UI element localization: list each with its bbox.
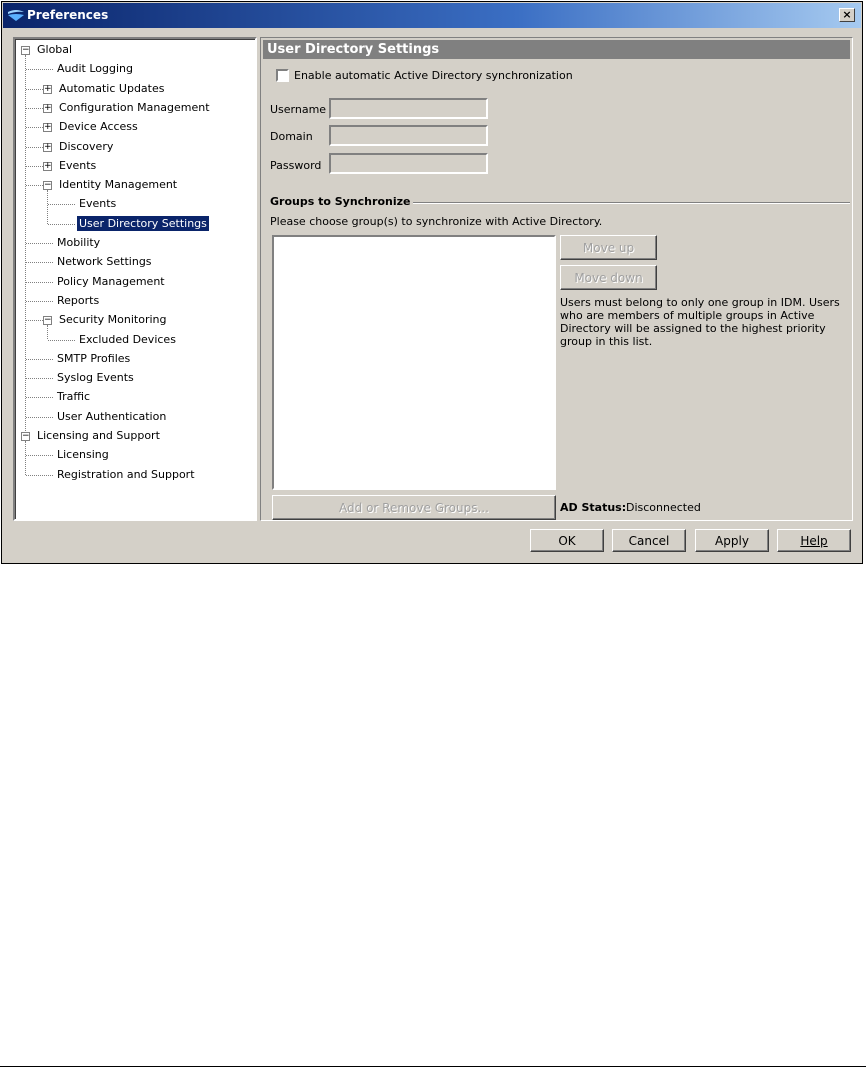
tree-connector bbox=[26, 359, 53, 360]
tree-item-label: Registration and Support bbox=[57, 467, 195, 481]
tree-item-label: Network Settings bbox=[57, 255, 152, 269]
expand-icon[interactable]: + bbox=[44, 122, 52, 133]
tree-item[interactable] bbox=[57, 176, 179, 194]
groups-section-title: Groups to Synchronize bbox=[270, 195, 411, 208]
tree-item[interactable] bbox=[55, 446, 111, 464]
password-label: Password bbox=[270, 159, 322, 172]
tree-item-label: Configuration Management bbox=[59, 100, 210, 114]
tree-item[interactable] bbox=[55, 388, 92, 406]
groups-divider bbox=[413, 202, 850, 204]
collapse-icon[interactable]: − bbox=[22, 431, 30, 441]
groups-info-text: Users must belong to only one group in IDM. Users who are members of multiple groups in Active Directory will be assigned to the highest priority group in this list. bbox=[560, 296, 840, 348]
tree-connector bbox=[26, 397, 53, 398]
tree-connector bbox=[26, 185, 43, 186]
settings-panel bbox=[260, 37, 853, 521]
tree-connector bbox=[48, 340, 75, 341]
tree-item-label: Licensing bbox=[57, 448, 109, 462]
move-up-button[interactable]: Move up bbox=[560, 235, 657, 260]
tree-item[interactable] bbox=[55, 273, 167, 291]
tree-item[interactable] bbox=[55, 234, 102, 252]
tree-item[interactable] bbox=[35, 427, 162, 445]
domain-field[interactable] bbox=[329, 125, 488, 146]
username-field[interactable] bbox=[329, 98, 488, 119]
tree-connector bbox=[26, 243, 53, 244]
tree-item-label: Audit Logging bbox=[57, 62, 133, 76]
tree-item[interactable] bbox=[55, 466, 197, 484]
tree-item[interactable] bbox=[57, 311, 169, 329]
expand-icon[interactable]: + bbox=[44, 141, 52, 152]
tree-item-label: User Directory Settings bbox=[79, 216, 207, 230]
help-button[interactable]: Help bbox=[777, 529, 851, 552]
tree-item-label: Device Access bbox=[59, 120, 138, 134]
cancel-button[interactable]: Cancel bbox=[612, 529, 686, 552]
close-button[interactable]: × bbox=[839, 8, 855, 22]
tree-connector bbox=[26, 147, 43, 148]
app-logo-icon bbox=[7, 8, 25, 22]
tree-item[interactable] bbox=[57, 118, 140, 136]
preferences-tree bbox=[13, 37, 257, 521]
tree-item-label: Automatic Updates bbox=[59, 81, 165, 95]
tree-item-label: Syslog Events bbox=[57, 371, 134, 385]
tree-item-label: Excluded Devices bbox=[79, 332, 176, 346]
tree-item[interactable] bbox=[57, 138, 115, 156]
tree-item[interactable] bbox=[57, 99, 212, 117]
tree-item[interactable] bbox=[55, 350, 132, 368]
tree-connector bbox=[25, 441, 26, 475]
tree-item-label: Reports bbox=[57, 293, 100, 307]
tree-item[interactable] bbox=[55, 369, 136, 387]
groups-list[interactable] bbox=[272, 235, 556, 490]
tree-connector bbox=[47, 190, 48, 224]
tree-item[interactable] bbox=[35, 41, 74, 59]
domain-label: Domain bbox=[270, 130, 313, 143]
tree-item-label: Security Monitoring bbox=[59, 313, 167, 327]
page-bottom-rule bbox=[0, 1066, 866, 1067]
tree-item[interactable] bbox=[55, 408, 168, 426]
collapse-icon[interactable]: − bbox=[22, 45, 30, 55]
tree-connector bbox=[26, 417, 53, 418]
tree-connector bbox=[47, 325, 48, 339]
tree-connector bbox=[26, 127, 43, 128]
tree-item[interactable] bbox=[57, 157, 98, 175]
tree-connector bbox=[26, 262, 53, 263]
enable-sync-label: Enable automatic Active Directory synchronization bbox=[294, 69, 573, 82]
expand-icon[interactable]: + bbox=[44, 102, 52, 113]
window-title: Preferences bbox=[27, 8, 109, 22]
collapse-icon[interactable]: − bbox=[44, 315, 52, 326]
tree-connector bbox=[26, 282, 53, 283]
tree-item-label: Global bbox=[37, 43, 73, 56]
move-down-button[interactable]: Move down bbox=[560, 265, 657, 290]
collapse-icon[interactable]: − bbox=[44, 180, 52, 191]
tree-connector bbox=[26, 166, 43, 167]
tree-item[interactable] bbox=[57, 80, 166, 98]
ad-status-label: AD Status: bbox=[560, 501, 627, 514]
tree-item-label: User Authentication bbox=[57, 409, 167, 423]
tree-item-label: Licensing and Support bbox=[37, 429, 160, 442]
tree-item-label: Identity Management bbox=[59, 178, 178, 192]
tree-connector bbox=[26, 89, 43, 90]
groups-instructions: Please choose group(s) to synchronize with Active Directory. bbox=[270, 215, 603, 228]
tree-connector bbox=[26, 378, 53, 379]
apply-button[interactable]: Apply bbox=[695, 529, 769, 552]
tree-item[interactable] bbox=[55, 60, 135, 78]
tree-item-label: Traffic bbox=[57, 390, 91, 404]
tree-connector bbox=[26, 320, 43, 321]
password-field[interactable] bbox=[329, 153, 488, 174]
tree-item-label: Events bbox=[59, 158, 97, 172]
tree-connector bbox=[25, 55, 26, 417]
enable-sync-checkbox[interactable] bbox=[276, 69, 289, 82]
tree-item-label: Discovery bbox=[59, 139, 114, 153]
preferences-window bbox=[1, 1, 863, 564]
tree-connector bbox=[48, 224, 75, 225]
tree-item-label: Policy Management bbox=[57, 274, 165, 288]
tree-connector bbox=[26, 108, 43, 109]
tree-item[interactable] bbox=[77, 195, 118, 213]
tree-connector bbox=[26, 69, 53, 70]
tree-item[interactable] bbox=[55, 292, 101, 310]
title-bar bbox=[3, 3, 861, 28]
tree-item-label: Mobility bbox=[57, 236, 101, 249]
ad-status-value: Disconnected bbox=[626, 501, 701, 514]
tree-item[interactable] bbox=[77, 215, 209, 233]
tree-item[interactable] bbox=[77, 331, 178, 349]
add-remove-groups-button[interactable]: Add or Remove Groups... bbox=[272, 495, 556, 520]
ok-button[interactable]: OK bbox=[530, 529, 604, 552]
tree-item-label: Events bbox=[79, 197, 117, 211]
tree-item-label: SMTP Profiles bbox=[57, 351, 131, 365]
expand-icon[interactable]: + bbox=[44, 83, 52, 94]
tree-item[interactable] bbox=[55, 253, 154, 271]
tree-connector bbox=[48, 204, 75, 205]
expand-icon[interactable]: + bbox=[44, 160, 52, 171]
username-label: Username bbox=[270, 103, 327, 116]
tree-connector bbox=[26, 301, 53, 302]
tree-connector bbox=[26, 455, 53, 456]
panel-header: User Directory Settings bbox=[263, 40, 850, 59]
tree-connector bbox=[26, 475, 53, 476]
